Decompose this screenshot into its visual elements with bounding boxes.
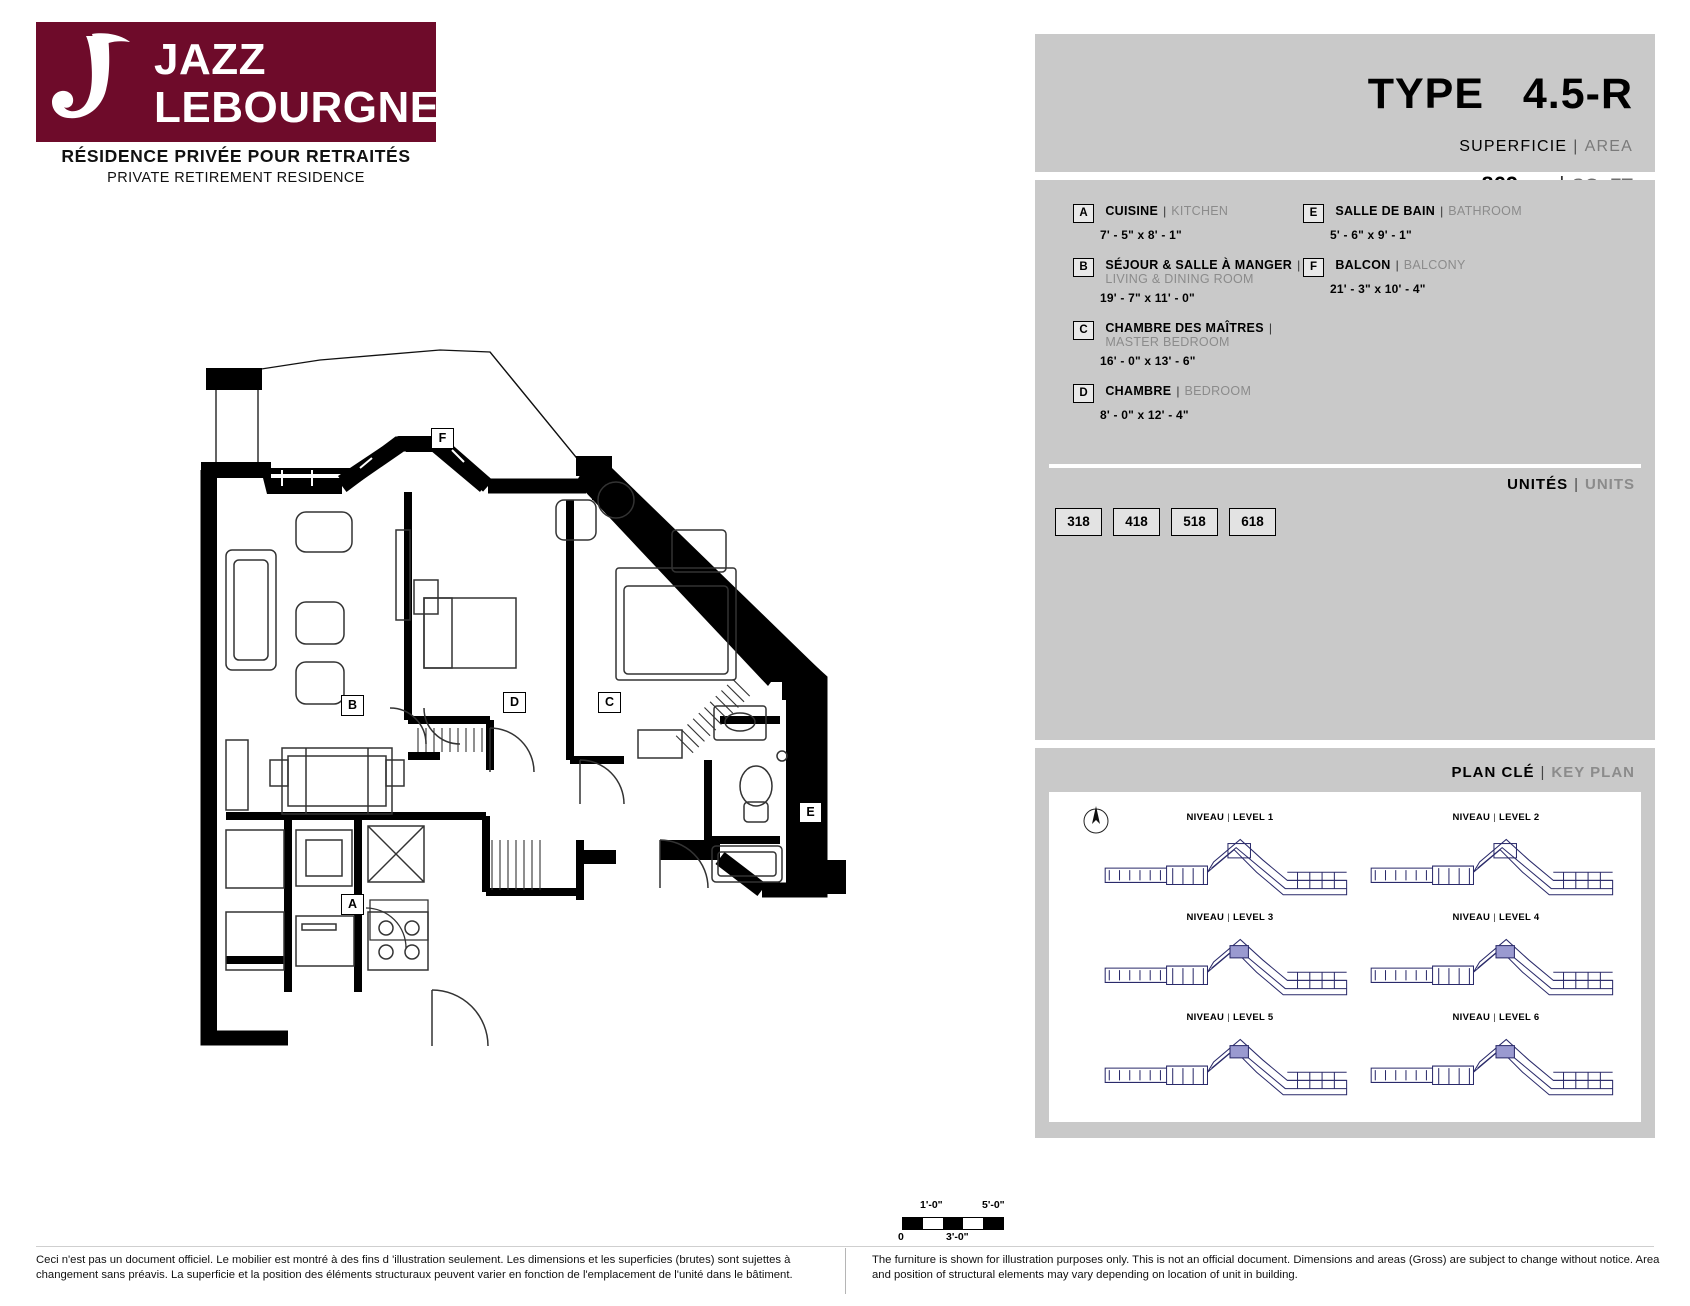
legend-item-salle-de-bain <box>1303 204 1553 242</box>
level-label-fr: NIVEAU <box>1186 1012 1225 1023</box>
key-plan-label-fr: PLAN CLÉ <box>1451 764 1535 781</box>
scale-label-left: 1'-0" <box>920 1199 943 1211</box>
legend-name-en: BEDROOM <box>1184 384 1252 398</box>
legend-name-en: BALCONY <box>1403 258 1466 272</box>
legend-names: SÉJOUR & SALLE À MANGER | LIVING & DINING ROOM <box>1105 258 1301 286</box>
suite-outline <box>208 444 820 1038</box>
level-label-fr: NIVEAU <box>1452 1012 1491 1023</box>
disclaimer-fr: Ceci n'est pas un document officiel. Le mobilier est montré à des fins d 'illustration seulement. Les dimensions et les superficies (brutes) sont sujettes à changement sans préavis. La superficie et la position des éléments structuraux peuvent varier en fonction de l'emplacement de l'unité dans le bâtiment. <box>36 1254 793 1282</box>
key-plan-level[interactable] <box>1097 910 1363 1010</box>
legend-names: CHAMBRE DES MAÎTRES | MASTER BEDROOM <box>1105 321 1272 349</box>
logo-line-2: LEBOURGNEUF <box>154 83 500 132</box>
legend-dimensions: 5' - 6" x 9' - 1" <box>1330 228 1412 242</box>
units-label-fr: UNITÉS <box>1507 476 1569 493</box>
key-plan-level-label: NIVEAU | LEVEL 6 <box>1452 1012 1540 1023</box>
type-value: 4.5-R <box>1522 70 1633 118</box>
level-label-fr: NIVEAU <box>1452 912 1491 923</box>
legend-name-fr: SÉJOUR & SALLE À MANGER <box>1105 258 1293 272</box>
unit-number[interactable]: 618 <box>1229 508 1276 536</box>
level-label-en: LEVEL 3 <box>1233 912 1274 923</box>
furniture-living-room <box>226 512 404 814</box>
units-list <box>1055 508 1276 536</box>
level-label-fr: NIVEAU <box>1186 912 1225 923</box>
level-label-en: LEVEL 4 <box>1499 912 1540 923</box>
building-outline-icon <box>1363 1026 1629 1100</box>
legend-item-chambre <box>1073 384 1333 422</box>
legend-name-en: MASTER BEDROOM <box>1105 335 1230 349</box>
disclaimer-en: The furniture is shown for illustration purposes only. This is not an official document. Dimensions and areas (Gross) are subject to change without notice. Area and position of structural elements may vary depending on location of unit in building. <box>872 1254 1660 1282</box>
plan-tag-b: B <box>341 695 364 716</box>
key-plan-levels-grid <box>1097 810 1629 1110</box>
legend-item-chambre-maitres <box>1073 321 1333 368</box>
key-plan-level[interactable] <box>1363 810 1629 910</box>
key-plan-canvas <box>1049 792 1641 1122</box>
scale-label-right: 5'-0" <box>982 1199 1005 1211</box>
key-plan-level-label: NIVEAU | LEVEL 4 <box>1452 912 1540 923</box>
key-plan-level-label: NIVEAU | LEVEL 5 <box>1186 1012 1274 1023</box>
type-header-panel <box>1035 34 1655 172</box>
legend-name-fr: CHAMBRE DES MAÎTRES <box>1105 321 1264 335</box>
type-label: TYPE <box>1367 70 1484 118</box>
key-plan-label-en: KEY PLAN <box>1551 764 1635 781</box>
key-plan-level-label: NIVEAU | LEVEL 1 <box>1186 812 1274 823</box>
brand-tagline-fr: RÉSIDENCE PRIVÉE POUR RETRAITÉS <box>61 146 411 166</box>
legend-dimensions: 16' - 0" x 13' - 6" <box>1100 354 1196 368</box>
key-plan-level[interactable] <box>1097 1010 1363 1110</box>
unit-number[interactable]: 418 <box>1113 508 1160 536</box>
balcony-post <box>206 368 262 390</box>
key-plan-level-label: NIVEAU | LEVEL 2 <box>1452 812 1540 823</box>
plan-tag-c: C <box>598 692 621 713</box>
floorplan-drawing <box>20 200 1020 1140</box>
legend-column-right <box>1303 204 1553 312</box>
legend-dimensions: 8' - 0" x 12' - 4" <box>1100 408 1189 422</box>
floorplan-svg <box>20 200 1020 1140</box>
plan-tag-e: E <box>799 802 822 823</box>
key-plan-level-label: NIVEAU | LEVEL 3 <box>1186 912 1274 923</box>
legend-key-a: A <box>1073 204 1094 223</box>
footer-divider-line <box>36 1246 1654 1247</box>
scale-label-mid: 3'-0" <box>946 1231 969 1243</box>
legend-name-en: KITCHEN <box>1171 204 1229 218</box>
area-label-fr: SUPERFICIE <box>1459 138 1568 155</box>
entry-details <box>366 900 428 948</box>
legend-names: CHAMBRE | BEDROOM <box>1105 384 1252 398</box>
unit-number[interactable]: 318 <box>1055 508 1102 536</box>
unit-number[interactable]: 518 <box>1171 508 1218 536</box>
scale-bar <box>890 1195 1030 1247</box>
building-outline-icon <box>1097 1026 1363 1100</box>
key-plan-level[interactable] <box>1363 1010 1629 1110</box>
legend-key-c: C <box>1073 321 1094 340</box>
logo-wordmark <box>154 35 500 132</box>
plan-tag-a: A <box>341 894 364 915</box>
area-label-en: AREA <box>1584 138 1633 155</box>
plan-tag-f: F <box>431 428 454 449</box>
scale-bar-segments <box>902 1217 1004 1230</box>
brand-logo <box>36 22 500 186</box>
page-title <box>1368 70 1633 119</box>
logo-line-1: JAZZ <box>154 35 266 84</box>
furniture-kitchen <box>226 826 428 970</box>
level-label-en: LEVEL 1 <box>1233 812 1274 823</box>
legend-name-fr: CUISINE <box>1105 204 1159 218</box>
building-outline-icon <box>1363 826 1629 900</box>
building-outline-icon <box>1097 826 1363 900</box>
level-label-fr: NIVEAU <box>1452 812 1491 823</box>
legend-key-b: B <box>1073 258 1094 277</box>
legend-names: CUISINE | KITCHEN <box>1105 204 1229 218</box>
legend-item-sejour <box>1073 258 1333 305</box>
legend-key-e: E <box>1303 204 1324 223</box>
legend-name-fr: CHAMBRE <box>1105 384 1172 398</box>
units-divider <box>1049 464 1641 468</box>
legend-column-left <box>1073 204 1333 438</box>
legend-names: BALCON | BALCONY <box>1335 258 1466 272</box>
plan-tag-d: D <box>503 692 526 713</box>
level-label-fr: NIVEAU <box>1186 812 1225 823</box>
area-label-row: SUPERFICIE | AREA <box>1459 138 1633 155</box>
building-outline-icon <box>1097 926 1363 1000</box>
key-plan-level[interactable] <box>1097 810 1363 910</box>
key-plan-panel <box>1035 748 1655 1138</box>
level-label-en: LEVEL 6 <box>1499 1012 1540 1023</box>
room-legend-panel <box>1035 180 1655 740</box>
legend-key-f: F <box>1303 258 1324 277</box>
legend-item-cuisine <box>1073 204 1333 242</box>
legend-name-en: BATHROOM <box>1448 204 1522 218</box>
key-plan-level[interactable] <box>1363 910 1629 1010</box>
level-label-en: LEVEL 5 <box>1233 1012 1274 1023</box>
brand-tagline-en: PRIVATE RETIREMENT RESIDENCE <box>107 170 365 186</box>
legend-name-fr: SALLE DE BAIN <box>1335 204 1436 218</box>
legend-dimensions: 19' - 7" x 11' - 0" <box>1100 291 1195 305</box>
wall-structure <box>201 436 846 1038</box>
legend-dimensions: 21' - 3" x 10' - 4" <box>1330 282 1426 296</box>
units-label-en: UNITS <box>1585 476 1635 493</box>
footer-vertical-divider <box>845 1248 846 1294</box>
level-label-en: LEVEL 2 <box>1499 812 1540 823</box>
legend-item-balcon <box>1303 258 1553 296</box>
legend-dimensions: 7' - 5" x 8' - 1" <box>1100 228 1182 242</box>
legend-names: SALLE DE BAIN | BATHROOM <box>1335 204 1522 218</box>
furniture-bedroom <box>396 530 516 668</box>
building-outline-icon <box>1363 926 1629 1000</box>
legend-key-d: D <box>1073 384 1094 403</box>
scale-label-zero: 0 <box>898 1231 904 1243</box>
legend-name-en: LIVING & DINING ROOM <box>1105 272 1254 286</box>
legend-name-fr: BALCON <box>1335 258 1391 272</box>
units-heading: UNITÉS | UNITS <box>1507 476 1635 493</box>
key-plan-heading: PLAN CLÉ | KEY PLAN <box>1451 764 1635 781</box>
jazz-j-monogram-icon <box>46 28 142 136</box>
